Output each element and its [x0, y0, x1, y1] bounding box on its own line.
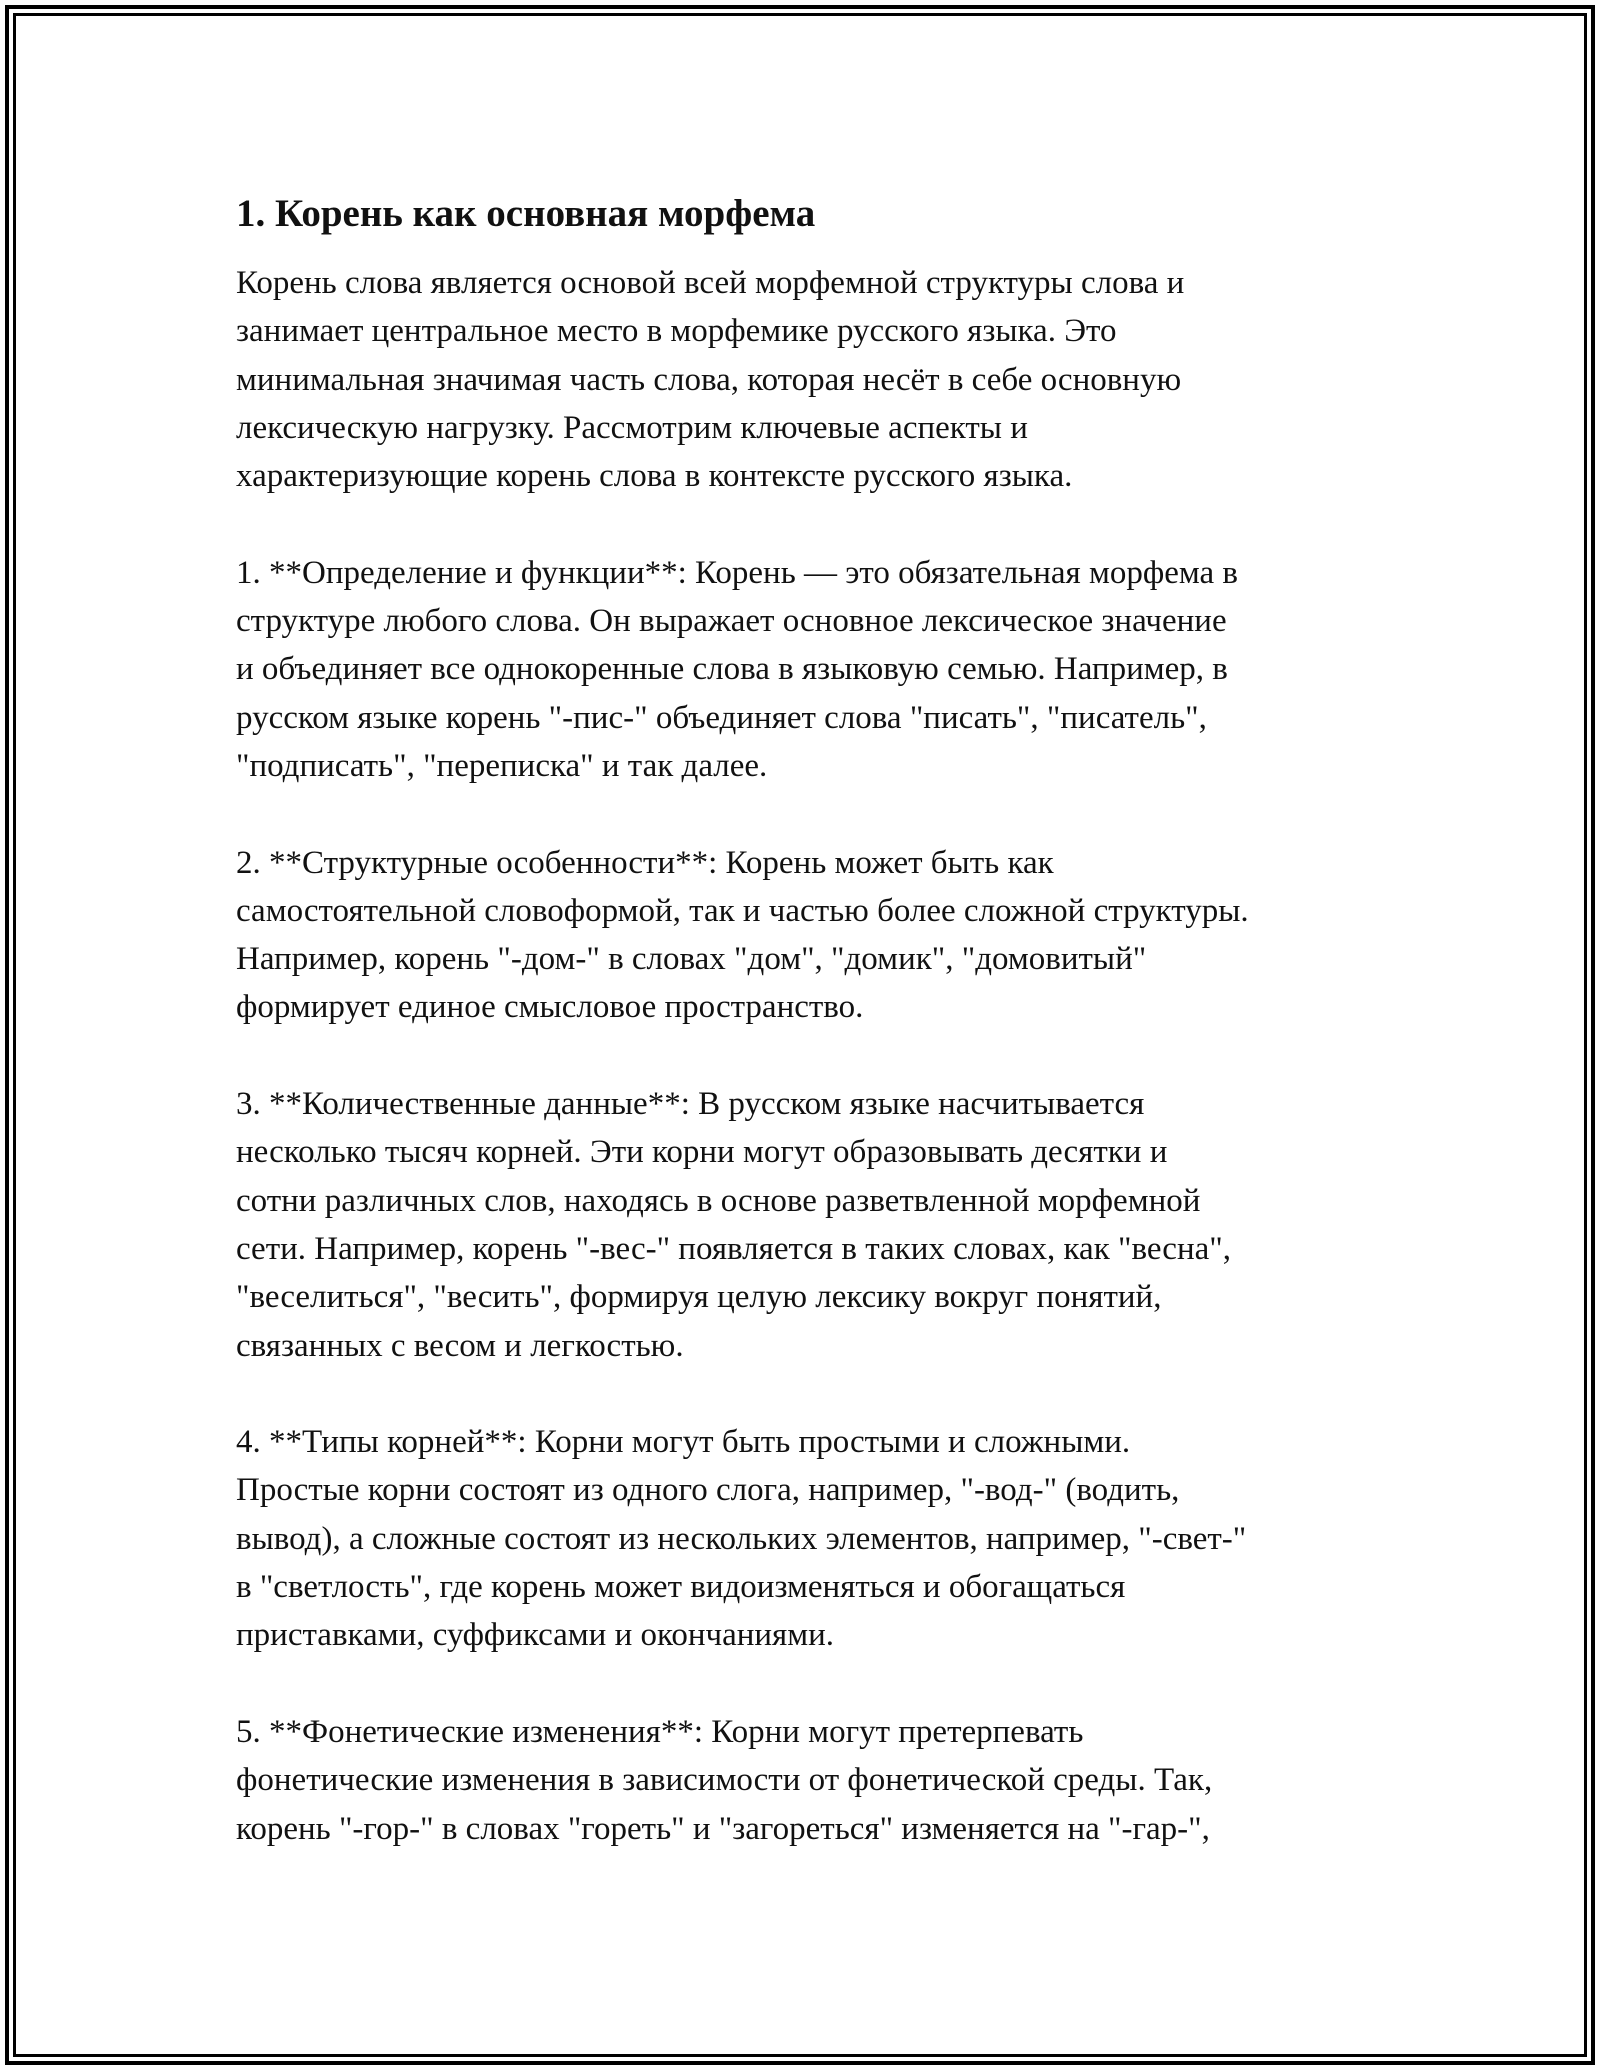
numbered-paragraph: 5. **Фонетические изменения**: Корни могут претерпевать фонетические изменения в зависимости от фонетической среды. Так, корень "-гор-" в словах "гореть" и "загореться" изменяется на "-гар-",	[236, 1713, 1213, 1847]
section-heading: 1. Корень как основная морфема	[236, 192, 816, 235]
document-body	[236, 259, 1386, 1853]
numbered-paragraph: 1. **Определение и функции**: Корень — это обязательная морфема в структуре любого слова. Он выражает основное лексическое значение и объединяет все однокоренные слова в языковую семью. Например, в русском языке корень "-пис-" объединяет слова "писать", "писатель", "подписать", "переписка" и так далее.	[236, 554, 1239, 784]
document-page	[236, 188, 1386, 1901]
numbered-paragraph: 4. **Типы корней**: Корни могут быть простыми и сложными. Простые корни состоят из одного слога, например, "-вод-" (водить, вывод), а сложные состоят из нескольких элементов, например, "-свет-" в "светлость", где корень может видоизменяться и обогащаться приставками, суффиксами и окончаниями.	[236, 1424, 1247, 1654]
numbered-paragraph: 3. **Количественные данные**: В русском языке насчитывается несколько тысяч корней. Эти корни могут образовывать десятки и сотни различных слов, находясь в основе разветвленной морфемной сети. Например, корень "-вес-" появляется в таких словах, как "весна", "веселиться", "весить", формируя целую лексику вокруг понятий, связанных с весом и легкостью.	[236, 1086, 1231, 1364]
numbered-paragraph: 2. **Структурные особенности**: Корень может быть как самостоятельной словоформой, так и частью более сложной структуры. Например, корень "-дом-" в словах "дом", "домик", "домовитый" формирует единое смысловое пространство.	[236, 844, 1249, 1026]
intro-paragraph: Корень слова является основой всей морфемной структуры слова и занимает центральное место в морфемике русского языка. Это минимальная значимая часть слова, которая несёт в себе основную лексическую нагрузку. Рассмотрим ключевые аспекты и характеризующие корень слова в контексте русского языка.	[236, 265, 1185, 495]
